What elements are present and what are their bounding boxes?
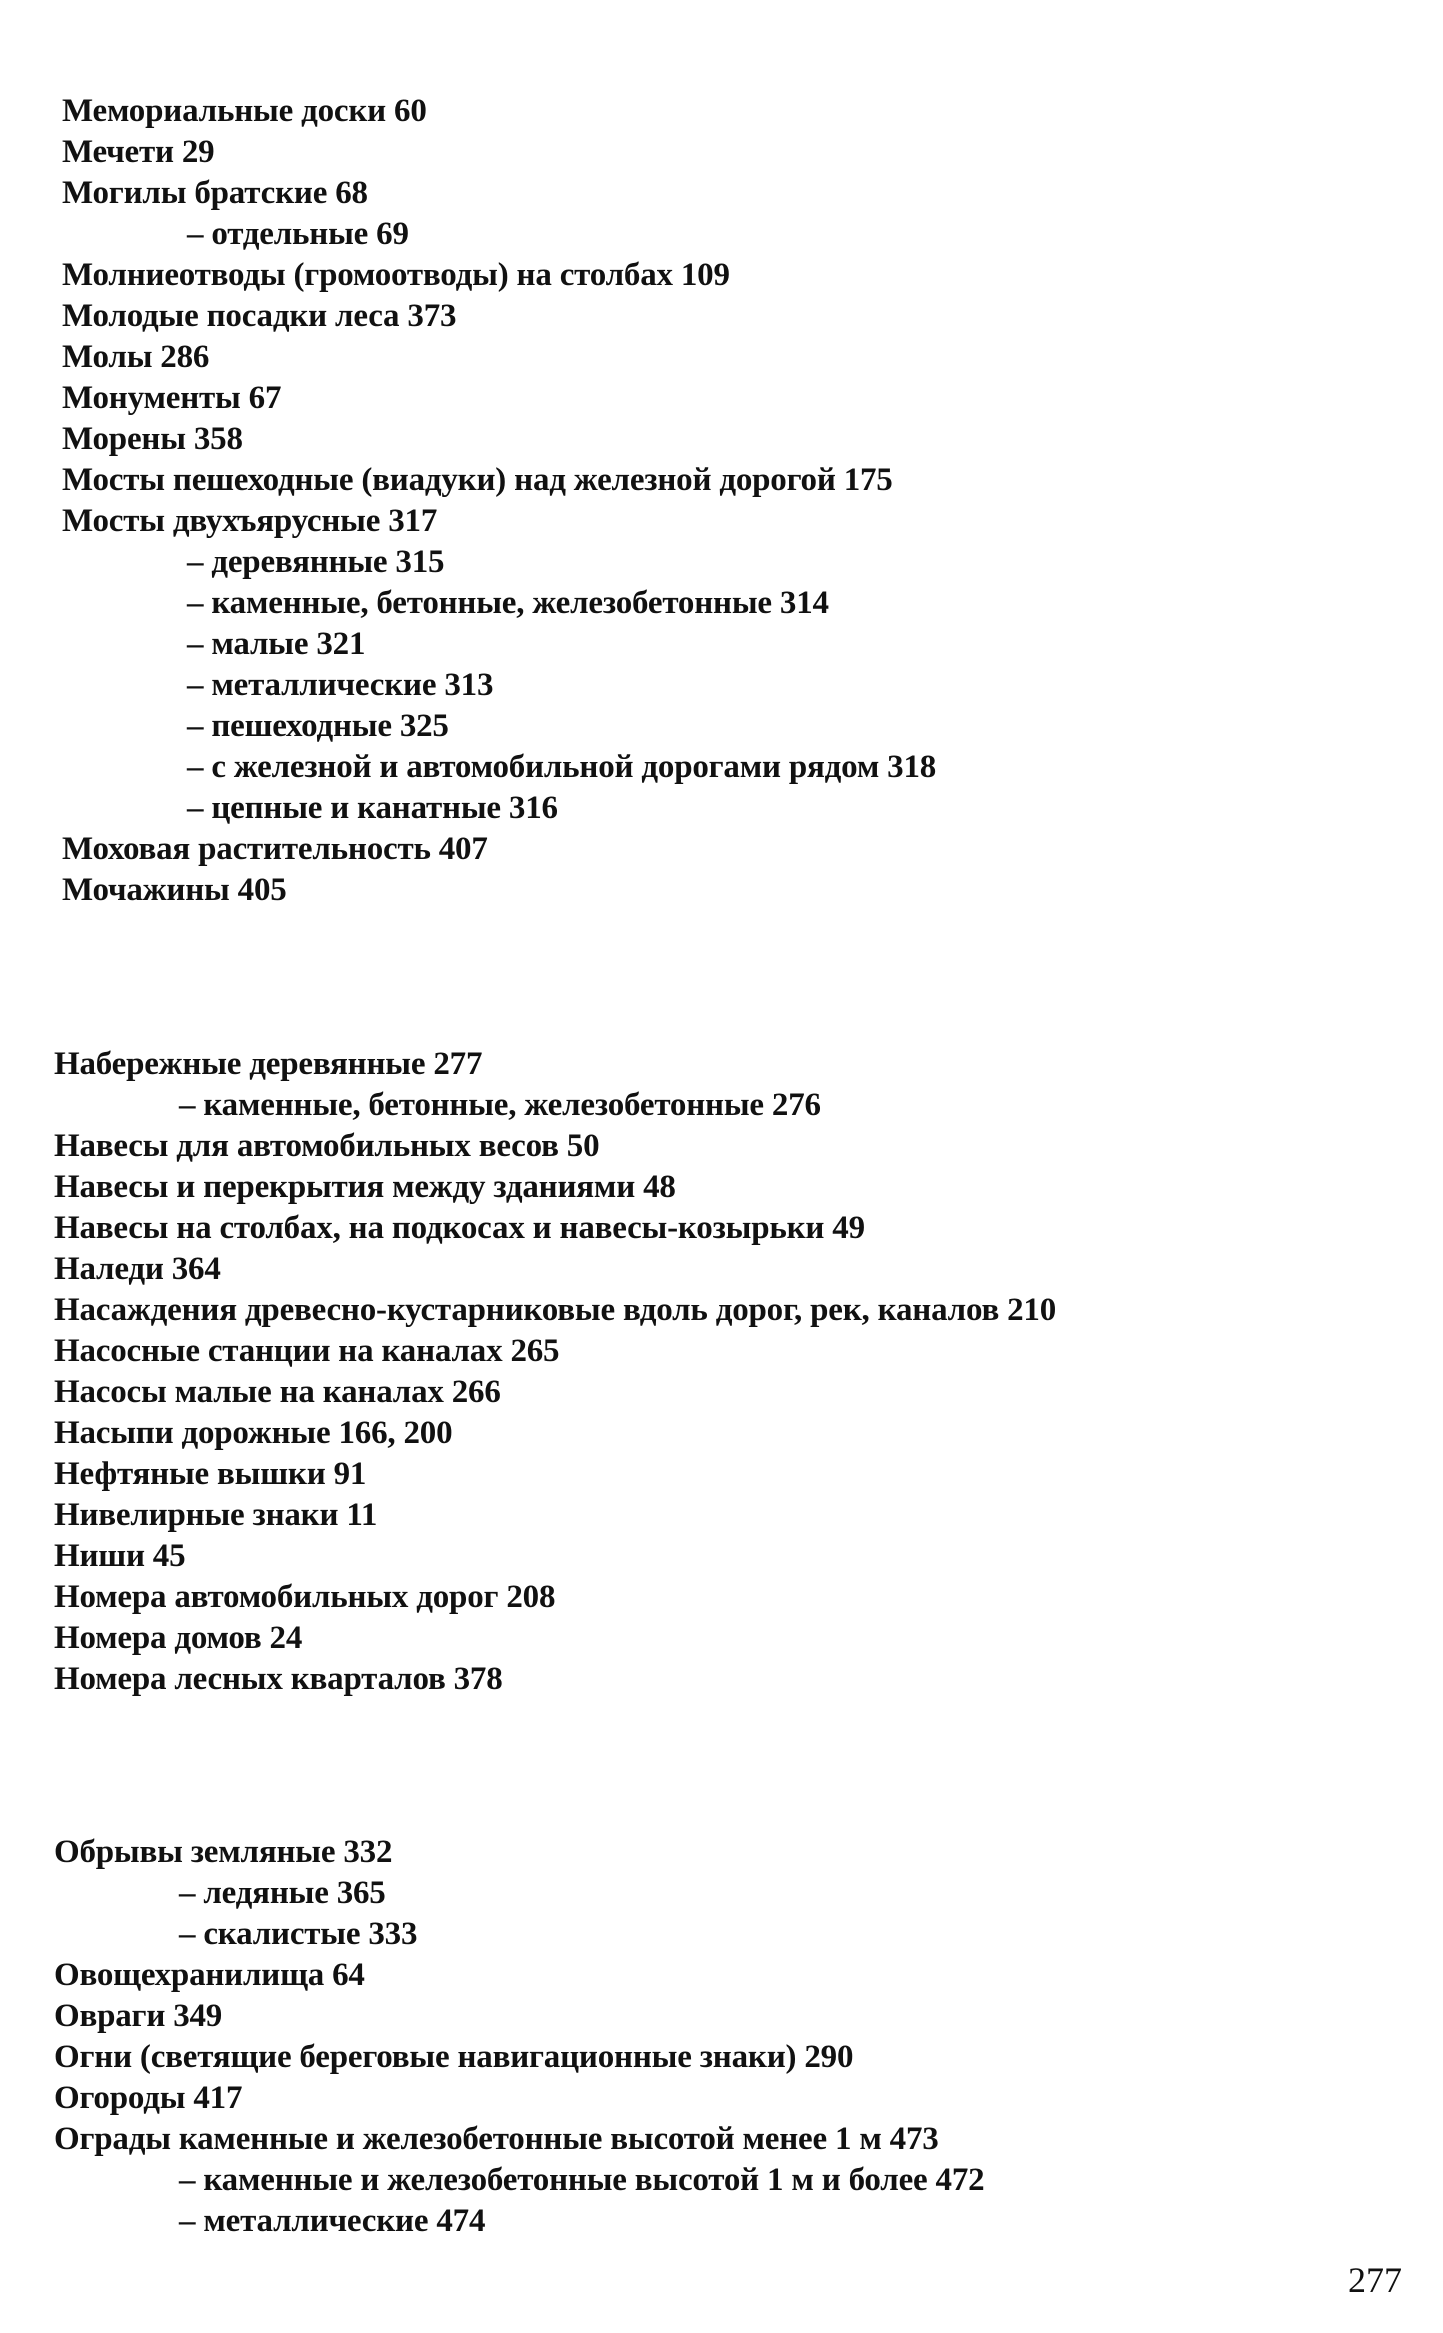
index-entry: Набережные деревянные 277 <box>54 1046 483 1082</box>
index-subentry: – деревянные 315 <box>187 544 445 580</box>
index-entry: Овощехранилища 64 <box>54 1957 365 1993</box>
index-subentry: – металлические 474 <box>179 2203 486 2239</box>
index-entry: Могилы братские 68 <box>62 175 368 211</box>
index-entry: Моховая растительность 407 <box>62 831 488 867</box>
index-entry: Насаждения древесно-кустарниковые вдоль дорог, рек, каналов 210 <box>54 1292 1057 1328</box>
index-entry: Насосы малые на каналах 266 <box>54 1374 501 1410</box>
index-entry: Овраги 349 <box>54 1998 223 2034</box>
index-subentry: – малые 321 <box>187 626 366 662</box>
index-entry: Морены 358 <box>62 421 243 457</box>
index-section-n <box>54 1044 1354 1700</box>
index-entry: Молодые посадки леса 373 <box>62 298 457 334</box>
index-entry: Навесы на столбах, на подкосах и навесы-козырьки 49 <box>54 1210 865 1246</box>
index-entry: Мечети 29 <box>62 134 215 170</box>
page-number: 277 <box>1348 2260 1402 2300</box>
index-entry: Номера домов 24 <box>54 1620 303 1656</box>
index-subentry: – каменные и железобетонные высотой 1 м и более 472 <box>179 2162 985 2198</box>
index-entry: Навесы для автомобильных весов 50 <box>54 1128 600 1164</box>
index-entry: Монументы 67 <box>62 380 282 416</box>
index-entry: Обрывы земляные 332 <box>54 1834 393 1870</box>
index-subentry: – с железной и автомобильной дорогами рядом 318 <box>187 749 937 785</box>
index-entry: Насосные станции на каналах 265 <box>54 1333 560 1369</box>
index-subentry: – скалистые 333 <box>179 1916 418 1952</box>
index-subentry: – металлические 313 <box>187 667 494 703</box>
index-subentry: – пешеходные 325 <box>187 708 449 744</box>
index-section-m <box>62 91 1362 911</box>
index-entry: Ограды каменные и железобетонные высотой менее 1 м 473 <box>54 2121 939 2157</box>
index-entry: Молниеотводы (громоотводы) на столбах 109 <box>62 257 730 293</box>
index-subentry: – каменные, бетонные, железобетонные 314 <box>187 585 829 621</box>
index-entry: Мемориальные доски 60 <box>62 93 427 129</box>
index-entry: Молы 286 <box>62 339 210 375</box>
index-entry: Огороды 417 <box>54 2080 243 2116</box>
index-entry: Нефтяные вышки 91 <box>54 1456 367 1492</box>
index-subentry: – отдельные 69 <box>187 216 409 252</box>
index-subentry: – цепные и канатные 316 <box>187 790 558 826</box>
index-entry: Номера лесных кварталов 378 <box>54 1661 503 1697</box>
index-entry: Наледи 364 <box>54 1251 221 1287</box>
index-entry: Нивелирные знаки 11 <box>54 1497 378 1533</box>
index-entry: Мосты двухъярусные 317 <box>62 503 438 539</box>
index-entry: Мосты пешеходные (виадуки) над железной дорогой 175 <box>62 462 893 498</box>
index-subentry: – ледяные 365 <box>179 1875 386 1911</box>
index-entry: Номера автомобильных дорог 208 <box>54 1579 556 1615</box>
index-entry: Огни (светящие береговые навигационные знаки) 290 <box>54 2039 854 2075</box>
index-entry: Навесы и перекрытия между зданиями 48 <box>54 1169 676 1205</box>
index-entry: Ниши 45 <box>54 1538 186 1574</box>
index-subentry: – каменные, бетонные, железобетонные 276 <box>179 1087 821 1123</box>
index-section-o <box>54 1832 1354 2242</box>
index-entry: Мочажины 405 <box>62 872 287 908</box>
index-entry: Насыпи дорожные 166, 200 <box>54 1415 453 1451</box>
